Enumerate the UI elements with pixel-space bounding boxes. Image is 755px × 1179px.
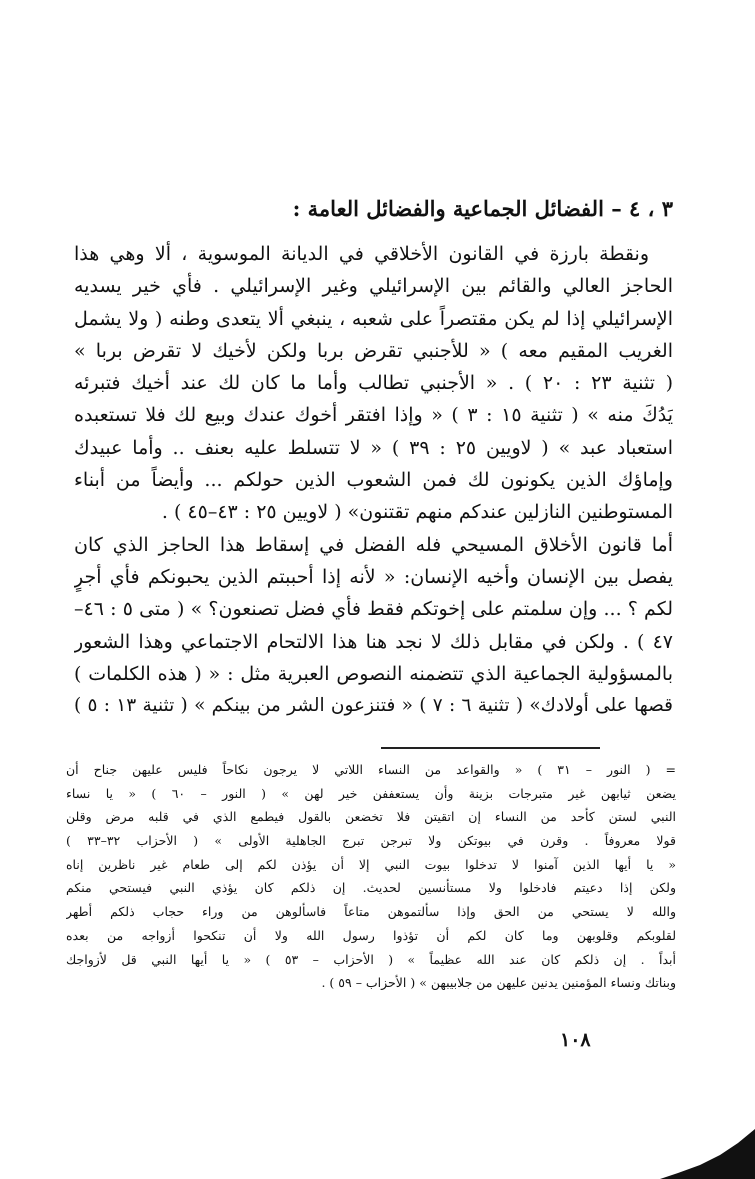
body-line: الحاجز العالي والقائم بين الإسرائيلي وغير الإسرائيلي . فأي خير يسديه [74,275,673,298]
section-heading: ٣ ، ٤ – الفضائل الجماعية والفضائل العامة : [292,196,673,221]
footnote-line: يضعن ثيابهن غير متبرجات بزينة وأن يستعففن خير لهن » ( النور – ٦٠ ) « يا نساء [66,785,676,801]
footnote-divider [381,747,600,749]
body-line: ٤٧ ) . ولكن في مقابل ذلك لا نجد هنا هذا الالتحام الاجتماعي وهذا الشعور [74,630,673,653]
body-line: أما قانون الأخلاق المسيحي فله الفضل في إسقاط هذا الحاجز الذي كان [74,533,673,556]
body-line: بالمسؤولية الجماعية الذي تتضمنه النصوص العبرية مثل : « ( هذه الكلمات ) [74,662,673,685]
footnotes [66,758,676,995]
body-line: المستوطنين النازلين عندكم منهم تقتنون» ( لاويين ٢٥ : ٤٣–٤٥ ) . [161,501,673,524]
footnote-line: أبداً . إن ذلكم كان عند الله عظيماً » ( الأحزاب – ٥٣ ) « يا أيها النبي قل لأزواجك [66,951,676,967]
footnote-line: وبناتك ونساء المؤمنين يدنين عليهن من جلابيبهن » ( الأحزاب – ٥٩ ) . [321,975,676,991]
footnote-line: « يا أيها الذين آمنوا لا تدخلوا بيوت النبي إلا أن يؤذن لكم إلى طعام غير ناظرين إناه [66,856,676,872]
body-line: قصها على أولادك» ( تثنية ٦ : ٧ ) « فتنزعون الشر من بينكم » ( تثنية ١٣ : ٥ ) [74,695,673,717]
body-line: ( تثنية ٢٣ : ٢٠ ) . « الأجنبي تطالب وأما ما كان لك عند أخيك فتبرئه [74,372,673,395]
scan-shadow [660,1099,755,1179]
footnote-line: والله لا يستحي من الحق وإذا سألتموهن متاعاً فاسألوهن من وراء حجاب ذلكم أطهر [66,904,676,920]
body-text [74,238,673,722]
footnote-line: النبي لستن كأحد من النساء إن اتقيتن فلا تخضعن بالقول فيطمع الذي في قلبه مرض وقلن [66,809,676,825]
body-line: يفصل بين الإنسان وأخيه الإنسان: « لأنه إذا أحببتم الذين يحبونكم فأي أجرٍ [74,565,673,588]
body-line: لكم ؟ ... وإن سلمتم على إخوتكم فقط فأي فضل تصنعون؟ » ( متى ٥ : ٤٦– [74,598,673,621]
body-line: وإماؤك الذين يكونون لك فمن الشعوب الذين حولكم ... وأيضاً من أبناء [74,469,673,492]
body-line: استعباد عبد » ( لاويين ٢٥ : ٣٩ ) « لا تتسلط عليه بعنف .. وأما عبيدك [74,436,673,459]
footnote-line: = ( النور – ٣١ ) « والقواعد من النساء اللاتي لا يرجون نكاحاً فليس عليهن جناح أن [66,762,676,777]
footnote-line: ولكن إذا دعيتم فادخلوا ولا مستأنسين لحديث. إن ذلكم كان يؤذي النبي فيستحي منكم [66,880,676,896]
page-number: ١٠٨ [560,1029,591,1051]
footnote-line: لقلوبكم وقلوبهن وما كان لكم أن تؤذوا رسول الله ولا أن تنكحوا أزواجه من بعده [66,927,676,943]
body-line: الغريب المقيم معه ) « للأجنبي تقرض بربا ولكن لأخيك لا تقرض بربا » [74,339,673,362]
body-line: الإسرائيلي إذا لم يكن مقتصراً على شعبه ، ينبغي ألا يتعدى وطنه ( ولا يشمل [74,307,673,330]
footnote-line: قولا معروفاً . وقرن في بيوتكن ولا تبرجن تبرج الجاهلية الأولى » ( الأحزاب ٣٢–٣٣ ) [66,833,676,849]
body-line: يَدُكَ منه » ( تثنية ١٥ : ٣ ) « وإذا افتقر أخوك عندك وبيع لك فلا تستعبده [74,404,673,427]
body-line: ونقطة بارزة في القانون الأخلاقي في الديانة الموسوية ، ألا وهي هذا [74,243,649,265]
